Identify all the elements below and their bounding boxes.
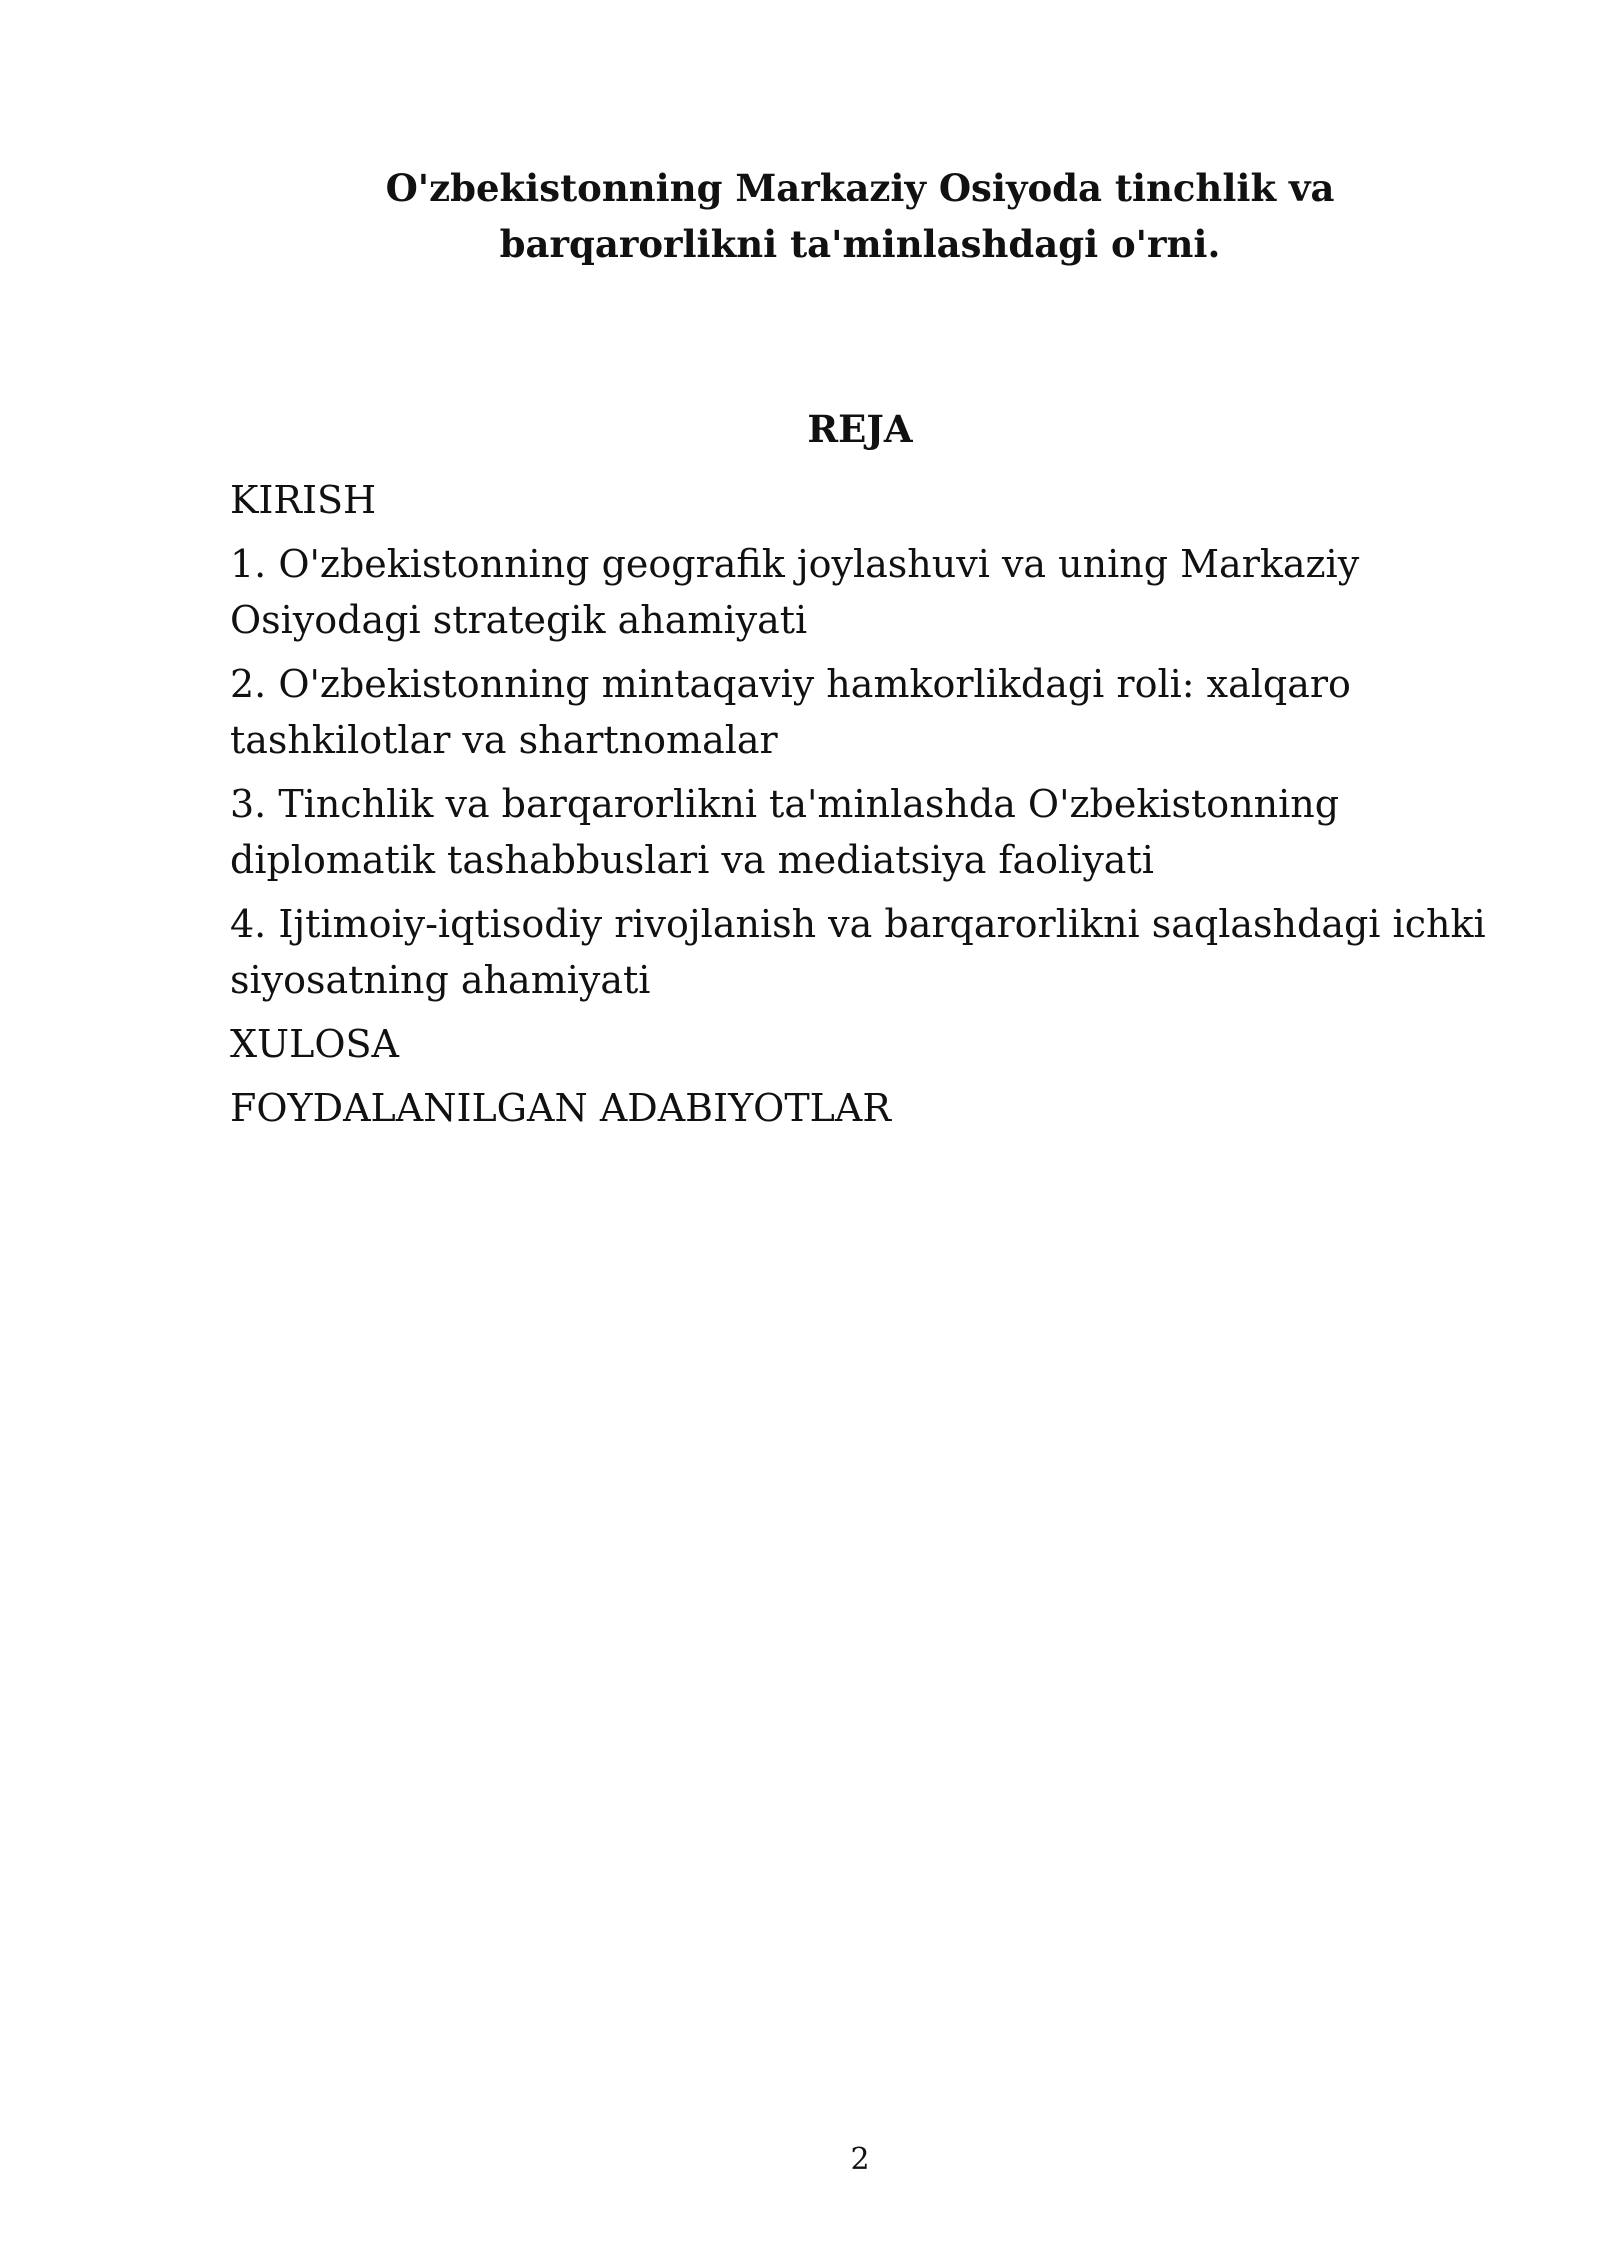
document-title-line-1: O'zbekistonning Markaziy Osiyoda tinchlik va (385, 166, 1335, 210)
plan-item-introduction: KIRISH (230, 478, 377, 522)
plan-item-4: 4. Ijtimoiy-iqtisodiy rivojlanish va barqarorlikni saqlashdagi ichki siyosatning ahamiyati (230, 902, 1486, 1002)
plan-item-3: 3. Tinchlik va barqarorlikni ta'minlashda O'zbekistonning diplomatik tashabbuslari va mediatsiya faoliyati (230, 782, 1340, 882)
plan-list (230, 472, 1510, 1144)
plan-item-2: 2. O'zbekistonning mintaqaviy hamkorlikdagi roli: xalqaro tashkilotlar va shartnomalar (230, 662, 1351, 762)
plan-item-conclusion: XULOSA (230, 1022, 399, 1066)
document-title (330, 160, 1390, 272)
plan-item-references: FOYDALANILGAN ADABIYOTLAR (230, 1086, 891, 1130)
plan-heading: REJA (807, 407, 913, 451)
page-number: 2 (850, 2142, 870, 2177)
document-title-line-2: barqarorlikni ta'minlashdagi o'rni. (499, 222, 1221, 266)
plan-item-1: 1. O'zbekistonning geografik joylashuvi va uning Markaziy Osiyodagi strategik ahamiyati (230, 542, 1360, 642)
